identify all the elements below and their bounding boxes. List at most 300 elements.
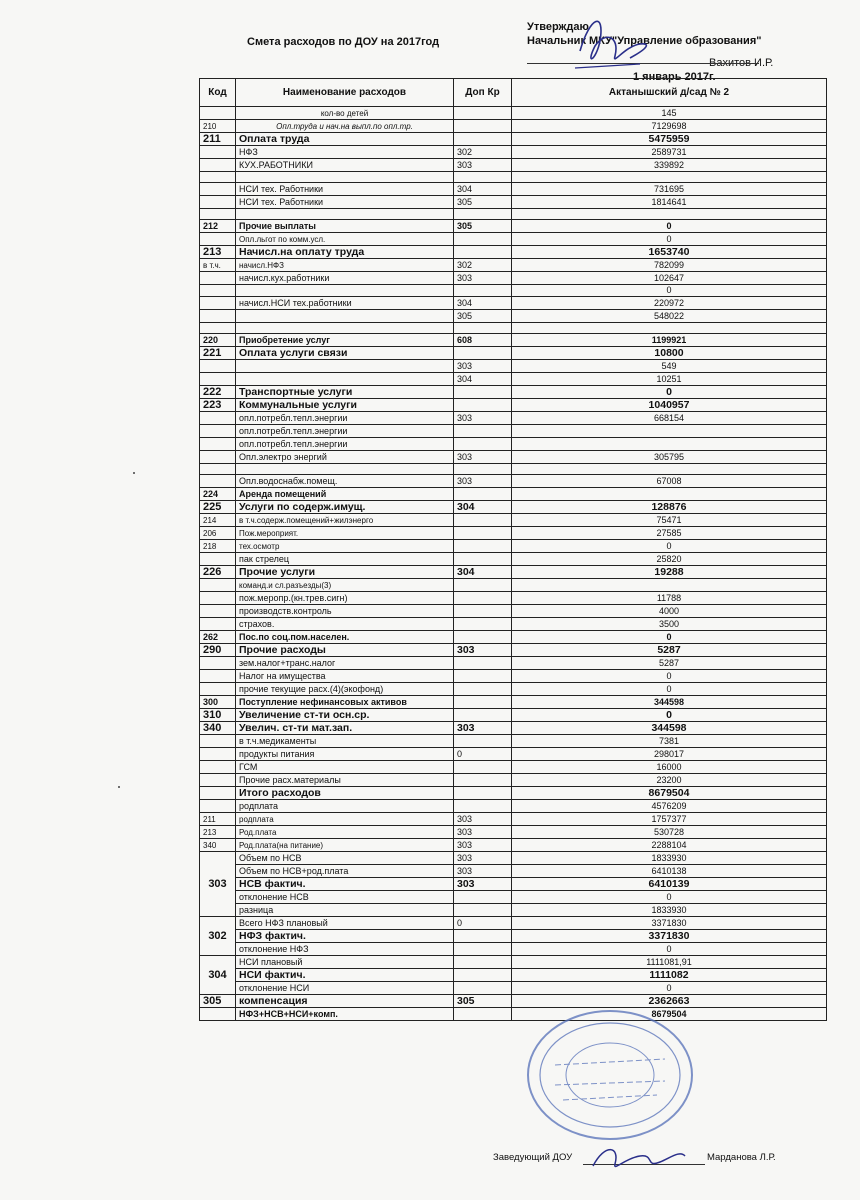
table-row: [200, 891, 827, 904]
row-amount: 0: [512, 285, 827, 297]
row-expense-name: Итого расходов: [236, 787, 454, 800]
row-amount: 220972: [512, 297, 827, 310]
row-amount: 0: [512, 386, 827, 399]
row-dop-kr: [454, 709, 512, 722]
approval-date: 1 январь 2017г.: [633, 71, 716, 83]
approval-line-1: Утверждаю: [527, 21, 589, 33]
row-amount: [512, 323, 827, 334]
row-amount: 339892: [512, 159, 827, 172]
row-code: 302: [200, 917, 236, 956]
row-amount: 8679504: [512, 787, 827, 800]
row-dop-kr: [454, 969, 512, 982]
table-row: [200, 220, 827, 233]
row-dop-kr: [454, 930, 512, 943]
row-dop-kr: [454, 464, 512, 475]
row-expense-name: НСИ тех. Работники: [236, 196, 454, 209]
row-expense-name: Опл.водоснабж.помещ.: [236, 475, 454, 488]
row-amount: 5287: [512, 657, 827, 670]
table-row: [200, 670, 827, 683]
row-code: 290: [200, 644, 236, 657]
row-expense-name: Объем по НСВ+род.плата: [236, 865, 454, 878]
row-expense-name: Всего НФЗ плановый: [236, 917, 454, 930]
row-expense-name: начисл.НФЗ: [236, 259, 454, 272]
table-row: [200, 969, 827, 982]
row-expense-name: родплата: [236, 813, 454, 826]
row-expense-name: [236, 172, 454, 183]
row-expense-name: [236, 209, 454, 220]
row-amount: 1653740: [512, 246, 827, 259]
row-expense-name: Коммунальные услуги: [236, 399, 454, 412]
table-row: [200, 488, 827, 501]
table-row: [200, 172, 827, 183]
row-code: [200, 146, 236, 159]
row-code: [200, 1008, 236, 1021]
row-dop-kr: 305: [454, 220, 512, 233]
row-expense-name: Прочие услуги: [236, 566, 454, 579]
row-amount: 2589731: [512, 146, 827, 159]
row-expense-name: НСИ фактич.: [236, 969, 454, 982]
row-dop-kr: 303: [454, 813, 512, 826]
table-row: [200, 527, 827, 540]
row-code: [200, 774, 236, 787]
row-dop-kr: [454, 631, 512, 644]
approval-line-2: Начальник МКУ"Управление образования": [527, 35, 762, 47]
row-expense-name: Прочие расх.материалы: [236, 774, 454, 787]
table-row: [200, 839, 827, 852]
row-expense-name: Начисл.на оплату труда: [236, 246, 454, 259]
row-expense-name: Прочие выплаты: [236, 220, 454, 233]
row-code: [200, 107, 236, 120]
row-dop-kr: [454, 592, 512, 605]
approval-signature-icon: [570, 6, 660, 76]
table-row: [200, 297, 827, 310]
row-amount: 3371830: [512, 930, 827, 943]
row-expense-name: Увелич. ст-ти мат.зап.: [236, 722, 454, 735]
row-dop-kr: [454, 787, 512, 800]
row-dop-kr: [454, 246, 512, 259]
table-row: [200, 347, 827, 360]
row-expense-name: Опл.труда и нач.на выпл.по опл.тр.: [236, 120, 454, 133]
row-dop-kr: 0: [454, 748, 512, 761]
row-dop-kr: [454, 438, 512, 451]
head-name: Марданова Л.Р.: [707, 1152, 776, 1163]
organization-stamp-icon: [515, 995, 705, 1145]
row-expense-name: пак стрелец: [236, 553, 454, 566]
row-amount: 1833930: [512, 852, 827, 865]
row-dop-kr: 304: [454, 373, 512, 386]
row-amount: 1833930: [512, 904, 827, 917]
row-amount: [512, 488, 827, 501]
table-row: [200, 146, 827, 159]
row-expense-name: начисл.кух.работники: [236, 272, 454, 285]
row-dop-kr: [454, 209, 512, 220]
table-row: [200, 605, 827, 618]
row-dop-kr: [454, 133, 512, 146]
row-code: 303: [200, 852, 236, 917]
table-body: [200, 107, 827, 1021]
budget-table: [199, 78, 827, 1021]
table-row: [200, 735, 827, 748]
row-code: [200, 233, 236, 246]
table-row: [200, 196, 827, 209]
row-code: [200, 360, 236, 373]
table-row: [200, 709, 827, 722]
row-dop-kr: [454, 386, 512, 399]
row-dop-kr: [454, 399, 512, 412]
row-amount: 6410138: [512, 865, 827, 878]
row-expense-name: Опл.льгот по комм.усл.: [236, 233, 454, 246]
row-amount: 3500: [512, 618, 827, 631]
table-row: [200, 323, 827, 334]
row-dop-kr: [454, 683, 512, 696]
row-dop-kr: [454, 943, 512, 956]
row-amount: 0: [512, 670, 827, 683]
row-code: [200, 761, 236, 774]
row-amount: 782099: [512, 259, 827, 272]
table-row: [200, 451, 827, 464]
row-expense-name: Поступление нефинансовых активов: [236, 696, 454, 709]
table-row: [200, 334, 827, 347]
row-expense-name: НФЗ+НСВ+НСИ+комп.: [236, 1008, 454, 1021]
row-amount: 7381: [512, 735, 827, 748]
row-expense-name: Приобретение услуг: [236, 334, 454, 347]
row-code: 340: [200, 839, 236, 852]
row-amount: [512, 425, 827, 438]
row-amount: 4000: [512, 605, 827, 618]
row-dop-kr: 304: [454, 297, 512, 310]
row-code: [200, 425, 236, 438]
row-expense-name: Пож.мероприят.: [236, 527, 454, 540]
row-dop-kr: 303: [454, 839, 512, 852]
row-amount: 8679504: [512, 1008, 827, 1021]
row-amount: 0: [512, 233, 827, 246]
row-amount: 3371830: [512, 917, 827, 930]
row-amount: 5287: [512, 644, 827, 657]
table-row: [200, 183, 827, 196]
row-dop-kr: 303: [454, 159, 512, 172]
row-code: 210: [200, 120, 236, 133]
row-code: [200, 787, 236, 800]
row-dop-kr: 303: [454, 722, 512, 735]
row-dop-kr: 608: [454, 334, 512, 347]
row-dop-kr: 304: [454, 566, 512, 579]
row-dop-kr: [454, 774, 512, 787]
row-code: 304: [200, 956, 236, 995]
table-row: [200, 501, 827, 514]
table-row: [200, 852, 827, 865]
row-code: [200, 553, 236, 566]
row-dop-kr: 304: [454, 501, 512, 514]
row-code: [200, 605, 236, 618]
row-amount: 731695: [512, 183, 827, 196]
row-expense-name: ГСМ: [236, 761, 454, 774]
row-dop-kr: [454, 579, 512, 592]
row-amount: 1040957: [512, 399, 827, 412]
row-amount: 1814641: [512, 196, 827, 209]
table-row: [200, 464, 827, 475]
row-expense-name: [236, 310, 454, 323]
row-expense-name: НСВ фактич.: [236, 878, 454, 891]
table-row: [200, 631, 827, 644]
row-amount: 1757377: [512, 813, 827, 826]
table-row: [200, 579, 827, 592]
table-row: [200, 904, 827, 917]
table-row: [200, 722, 827, 735]
row-amount: 145: [512, 107, 827, 120]
table-header-row: [200, 79, 827, 107]
row-dop-kr: [454, 670, 512, 683]
row-amount: 67008: [512, 475, 827, 488]
row-amount: 75471: [512, 514, 827, 527]
row-amount: 530728: [512, 826, 827, 839]
row-code: в т.ч.: [200, 259, 236, 272]
row-dop-kr: 303: [454, 272, 512, 285]
row-amount: 344598: [512, 722, 827, 735]
row-dop-kr: [454, 527, 512, 540]
row-amount: 668154: [512, 412, 827, 425]
row-code: [200, 272, 236, 285]
row-code: [200, 618, 236, 631]
head-signature-icon: [585, 1138, 695, 1178]
row-amount: 298017: [512, 748, 827, 761]
table-row: [200, 982, 827, 995]
row-amount: 128876: [512, 501, 827, 514]
table-row: [200, 865, 827, 878]
row-dop-kr: 302: [454, 259, 512, 272]
table-row: [200, 259, 827, 272]
row-amount: 5475959: [512, 133, 827, 146]
row-amount: [512, 579, 827, 592]
table-row: [200, 878, 827, 891]
row-code: 300: [200, 696, 236, 709]
table-row: [200, 133, 827, 146]
scan-speck: [133, 472, 135, 474]
table-row: [200, 995, 827, 1008]
table-row: [200, 159, 827, 172]
row-amount: 0: [512, 891, 827, 904]
row-expense-name: компенсация: [236, 995, 454, 1008]
row-expense-name: [236, 323, 454, 334]
row-code: [200, 451, 236, 464]
row-expense-name: Аренда помещений: [236, 488, 454, 501]
table-row: [200, 475, 827, 488]
row-dop-kr: [454, 323, 512, 334]
row-dop-kr: 305: [454, 196, 512, 209]
row-code: 305: [200, 995, 236, 1008]
row-code: [200, 159, 236, 172]
row-dop-kr: [454, 956, 512, 969]
row-expense-name: [236, 285, 454, 297]
row-expense-name: Опл.электро энергий: [236, 451, 454, 464]
row-dop-kr: 303: [454, 360, 512, 373]
row-code: [200, 735, 236, 748]
row-dop-kr: 303: [454, 451, 512, 464]
row-dop-kr: 303: [454, 826, 512, 839]
row-expense-name: зем.налог+транс.налог: [236, 657, 454, 670]
row-dop-kr: 303: [454, 865, 512, 878]
header-code: Код: [200, 79, 236, 107]
row-amount: [512, 438, 827, 451]
row-expense-name: отклонение НСИ: [236, 982, 454, 995]
row-amount: 7129698: [512, 120, 827, 133]
row-amount: 11788: [512, 592, 827, 605]
row-dop-kr: [454, 488, 512, 501]
row-code: 310: [200, 709, 236, 722]
row-expense-name: кол-во детей: [236, 107, 454, 120]
table-row: [200, 566, 827, 579]
table-row: [200, 360, 827, 373]
table-row: [200, 917, 827, 930]
row-expense-name: Налог на имущества: [236, 670, 454, 683]
row-code: 225: [200, 501, 236, 514]
row-code: 211: [200, 813, 236, 826]
table-row: [200, 438, 827, 451]
row-amount: 16000: [512, 761, 827, 774]
row-code: [200, 285, 236, 297]
table-row: [200, 696, 827, 709]
row-code: 262: [200, 631, 236, 644]
row-amount: 0: [512, 943, 827, 956]
row-code: [200, 412, 236, 425]
row-amount: 2288104: [512, 839, 827, 852]
row-expense-name: Род.плата: [236, 826, 454, 839]
row-expense-name: родплата: [236, 800, 454, 813]
row-code: [200, 310, 236, 323]
row-amount: [512, 464, 827, 475]
approval-signatory: Вахитов И.Р.: [709, 57, 774, 69]
header-kindergarten: Актанышский д/сад № 2: [512, 79, 827, 107]
row-expense-name: Объем по НСВ: [236, 852, 454, 865]
document-title: Смета расходов по ДОУ на 2017год: [247, 36, 440, 48]
row-code: [200, 196, 236, 209]
row-expense-name: продукты питания: [236, 748, 454, 761]
row-dop-kr: [454, 233, 512, 246]
row-expense-name: Род.плата(на питание): [236, 839, 454, 852]
table-row: [200, 787, 827, 800]
row-dop-kr: [454, 800, 512, 813]
row-code: [200, 438, 236, 451]
row-code: 223: [200, 399, 236, 412]
row-dop-kr: [454, 735, 512, 748]
row-expense-name: Оплата труда: [236, 133, 454, 146]
table-row: [200, 285, 827, 297]
row-code: 213: [200, 246, 236, 259]
header-dop-kr: Доп Кр: [454, 79, 512, 107]
row-dop-kr: [454, 904, 512, 917]
row-expense-name: в т.ч.медикаменты: [236, 735, 454, 748]
row-dop-kr: 303: [454, 475, 512, 488]
row-dop-kr: [454, 120, 512, 133]
scan-speck: [118, 786, 120, 788]
row-dop-kr: [454, 618, 512, 631]
row-expense-name: отклонение НСВ: [236, 891, 454, 904]
row-dop-kr: [454, 425, 512, 438]
table-row: [200, 209, 827, 220]
row-expense-name: страхов.: [236, 618, 454, 631]
row-dop-kr: 305: [454, 310, 512, 323]
table-row: [200, 943, 827, 956]
row-dop-kr: 305: [454, 995, 512, 1008]
table-row: [200, 800, 827, 813]
row-expense-name: НФЗ: [236, 146, 454, 159]
row-expense-name: Оплата услуги связи: [236, 347, 454, 360]
row-code: [200, 172, 236, 183]
row-amount: 25820: [512, 553, 827, 566]
row-dop-kr: [454, 514, 512, 527]
row-expense-name: Прочие расходы: [236, 644, 454, 657]
row-code: 206: [200, 527, 236, 540]
row-dop-kr: [454, 761, 512, 774]
row-amount: 19288: [512, 566, 827, 579]
row-amount: 0: [512, 709, 827, 722]
row-amount: 0: [512, 631, 827, 644]
row-expense-name: опл.потребл.тепл.энергии: [236, 412, 454, 425]
row-expense-name: [236, 464, 454, 475]
row-code: 218: [200, 540, 236, 553]
row-dop-kr: [454, 540, 512, 553]
row-amount: 10251: [512, 373, 827, 386]
row-amount: 549: [512, 360, 827, 373]
row-dop-kr: [454, 696, 512, 709]
row-amount: 0: [512, 540, 827, 553]
table-row: [200, 761, 827, 774]
table-row: [200, 233, 827, 246]
row-code: [200, 464, 236, 475]
row-code: 213: [200, 826, 236, 839]
table-row: [200, 412, 827, 425]
row-code: [200, 323, 236, 334]
table-row: [200, 826, 827, 839]
row-dop-kr: [454, 107, 512, 120]
row-code: [200, 579, 236, 592]
row-code: [200, 373, 236, 386]
row-dop-kr: [454, 982, 512, 995]
table-row: [200, 644, 827, 657]
table-row: [200, 514, 827, 527]
table-row: [200, 592, 827, 605]
row-dop-kr: 303: [454, 852, 512, 865]
row-dop-kr: 303: [454, 878, 512, 891]
row-code: 226: [200, 566, 236, 579]
row-amount: 1199921: [512, 334, 827, 347]
row-dop-kr: 302: [454, 146, 512, 159]
row-expense-name: КУХ.РАБОТНИКИ: [236, 159, 454, 172]
row-expense-name: [236, 373, 454, 386]
header-expense-name: Наименование расходов: [236, 79, 454, 107]
row-code: 220: [200, 334, 236, 347]
table-row: [200, 425, 827, 438]
row-code: 214: [200, 514, 236, 527]
row-dop-kr: [454, 285, 512, 297]
table-row: [200, 120, 827, 133]
row-amount: 305795: [512, 451, 827, 464]
row-expense-name: производств.контроль: [236, 605, 454, 618]
row-amount: 4576209: [512, 800, 827, 813]
row-amount: 10800: [512, 347, 827, 360]
row-amount: [512, 172, 827, 183]
row-code: [200, 297, 236, 310]
row-amount: 0: [512, 683, 827, 696]
row-expense-name: пож.меропр.(кн.трев.сигн): [236, 592, 454, 605]
row-code: [200, 592, 236, 605]
row-expense-name: опл.потребл.тепл.энергии: [236, 425, 454, 438]
row-code: 221: [200, 347, 236, 360]
row-amount: [512, 209, 827, 220]
row-code: 211: [200, 133, 236, 146]
row-code: [200, 183, 236, 196]
row-expense-name: Увеличение ст-ти осн.ср.: [236, 709, 454, 722]
row-amount: 6410139: [512, 878, 827, 891]
